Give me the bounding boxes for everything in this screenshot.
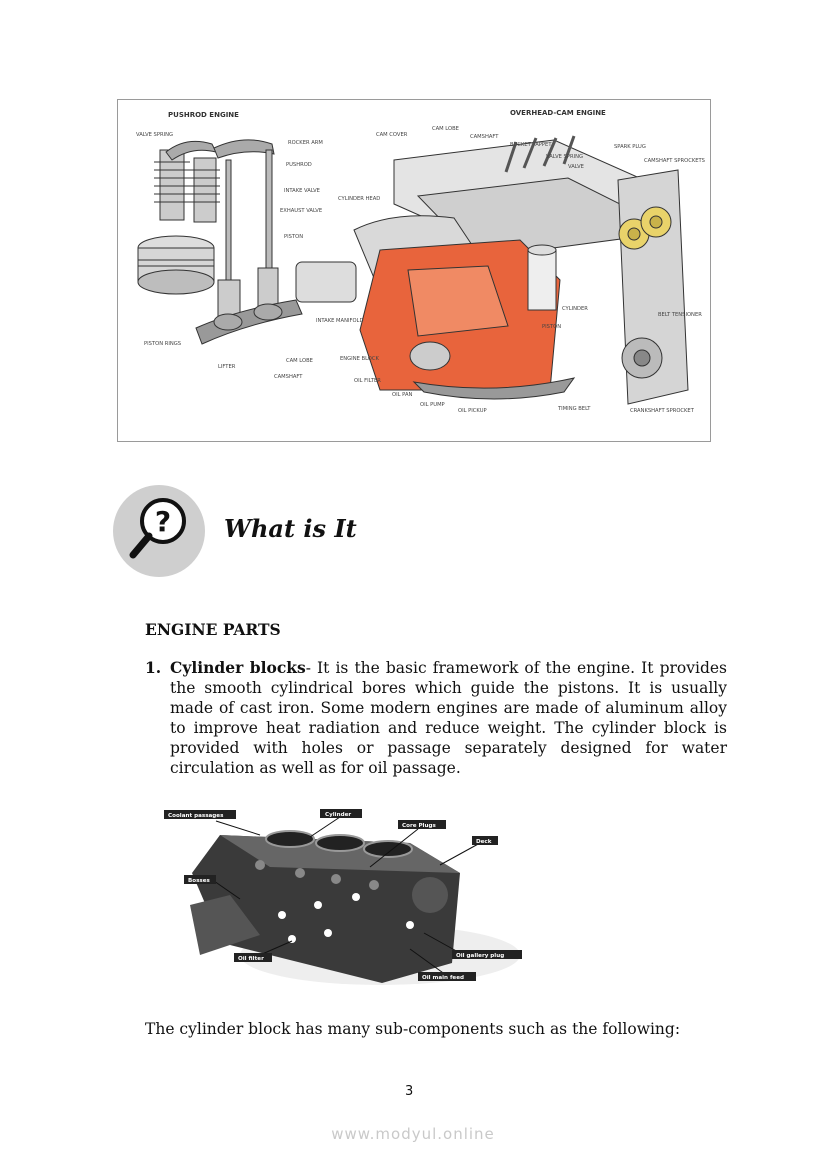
label-oil-pump: OIL PUMP [420,402,445,408]
label-belt-tensioner: BELT TENSIONER [658,312,702,318]
list-item-cylinder-blocks [145,658,727,778]
svg-text:Cylinder: Cylinder [325,812,352,818]
svg-text:Oil filter: Oil filter [238,956,264,962]
tag-core-plugs [398,820,446,829]
tag-oil-main-feed [418,972,476,981]
label-cylinder: CYLINDER [562,306,588,312]
label-crankshaft-sprocket: CRANKSHAFT SPROCKET [630,408,694,414]
tag-deck [472,836,498,845]
closing-sentence: The cylinder block has many sub-components such as the following: [145,1020,681,1038]
svg-text:Coolant passages: Coolant passages [168,813,224,819]
tag-coolant-passages [164,810,236,819]
question-mark-glyph: ? [154,505,172,538]
label-cam-lobe-right: CAM LOBE [432,126,459,132]
label-lifter: LIFTER [218,364,236,370]
label-piston-rings: PISTON RINGS [144,341,182,347]
tag-oil-gallery-plug [452,950,522,959]
tag-bosses [184,875,216,884]
label-piston-left: PISTON [284,234,304,240]
label-cylinder-head: CYLINDER HEAD [338,196,381,202]
label-oil-pickup: OIL PICKUP [458,408,487,414]
label-camshaft-sprockets: CAMSHAFT SPROCKETS [644,158,705,164]
tag-oil-filter [234,953,272,962]
label-piston-right: PISTON [542,324,562,330]
ohc-engine-drawing [296,136,688,404]
what-is-it-icon-badge [113,485,205,577]
cylinder-block-figure [160,805,528,991]
svg-text:Deck: Deck [476,839,492,845]
list-item-text: - It is the basic framework of the engine. It provides the smooth cylindrical bores which guide the pistons. It is usually made of cast iron. Some modern engines are made of aluminum alloy to improve heat radiation and reduce weight. The cylinder block is provided with holes or passage separately designed for water circulation as well as for oil passage. [170,659,728,777]
label-oil-filter: OIL FILTER [354,378,381,384]
label-bucket-tappet: BUCKET TAPPET [510,142,552,148]
engine-cutaway-figure [117,99,711,442]
label-cam-cover: CAM COVER [376,132,408,138]
label-cam-lobe-left: CAM LOBE [286,358,313,364]
svg-text:Oil gallery plug: Oil gallery plug [456,953,505,959]
list-item-term: Cylinder blocks [170,658,306,677]
svg-text:Core Plugs: Core Plugs [402,823,436,829]
label-intake-manifold: INTAKE MANIFOLD [316,318,364,324]
label-intake-valve: INTAKE VALVE [284,188,320,194]
label-valve-spring-right: VALVE SPRING [546,154,584,160]
pushrod-engine-drawing [138,140,302,344]
svg-text:Oil main feed: Oil main feed [422,975,465,981]
label-engine-block: ENGINE BLOCK [340,356,379,362]
label-pushrod: PUSHROD [286,162,312,168]
label-spark-plug: SPARK PLUG [614,144,646,150]
ohc-engine-title: OVERHEAD-CAM ENGINE [510,109,606,117]
label-rocker-arm: ROCKER ARM [288,140,323,146]
pushrod-engine-title: PUSHROD ENGINE [168,111,239,119]
svg-text:Bosses: Bosses [188,878,210,884]
list-item-number: 1. [145,658,162,677]
tag-cylinder [320,809,362,818]
label-oil-pan: OIL PAN [392,392,413,398]
list-item-body [170,658,727,778]
label-valve: VALVE [568,164,584,170]
label-camshaft-left: CAMSHAFT [274,374,303,380]
page-number: 3 [405,1084,414,1099]
engine-illustration [118,100,710,441]
section-title: What is It [224,514,357,543]
question-magnifier-icon [113,485,205,577]
cylinder-block-illustration [160,805,528,991]
label-exhaust-valve: EXHAUST VALVE [280,208,323,214]
label-valve-spring: VALVE SPRING [136,132,174,138]
watermark: www.modyul.online [331,1125,495,1143]
label-timing-belt: TIMING BELT [558,406,591,412]
label-camshaft-right: CAMSHAFT [470,134,499,140]
engine-parts-heading: ENGINE PARTS [145,620,281,639]
